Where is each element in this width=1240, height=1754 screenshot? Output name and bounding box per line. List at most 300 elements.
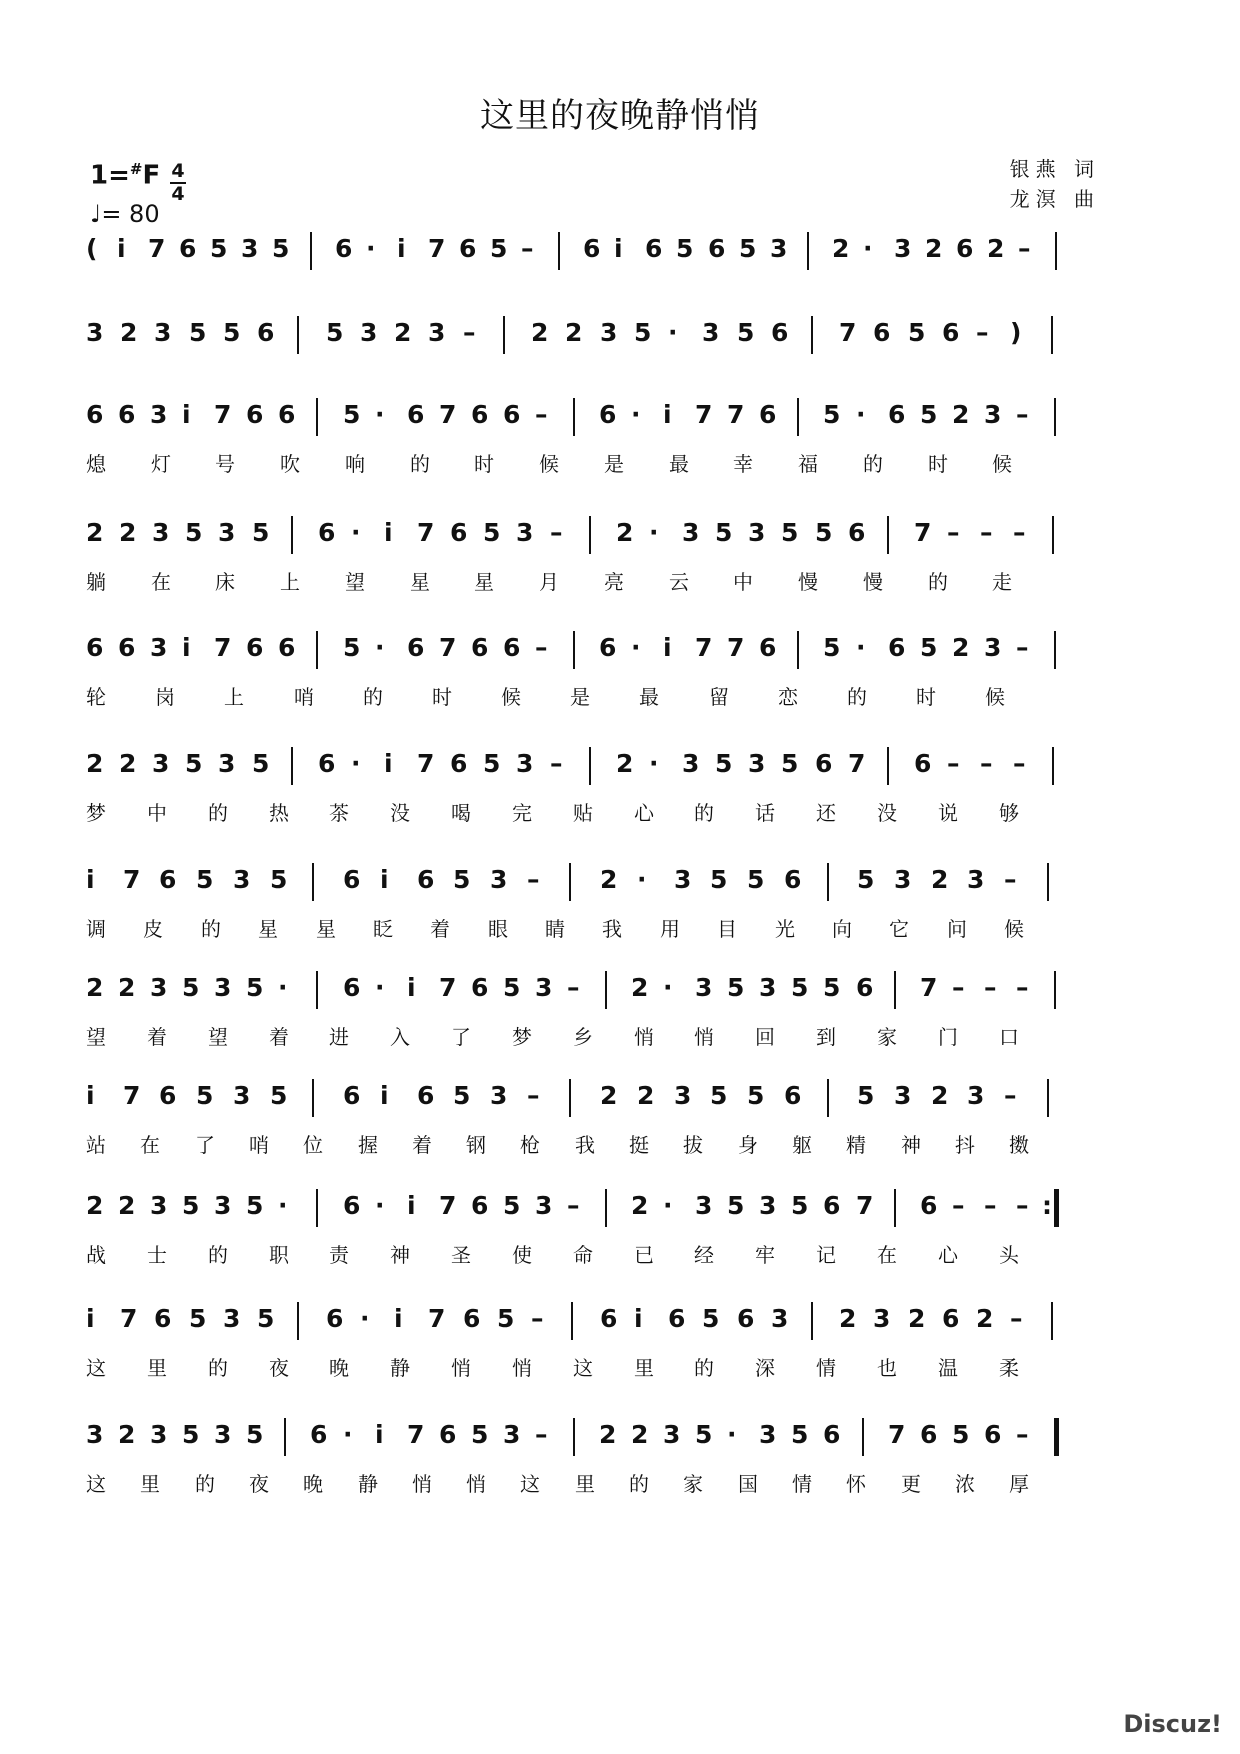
note: 5 (490, 234, 508, 263)
note: 2 (832, 234, 850, 263)
notes-line (86, 226, 1096, 276)
note: i (384, 518, 393, 547)
bar-line (569, 863, 571, 901)
note: 5 (246, 1191, 264, 1220)
note: · (375, 973, 385, 1002)
bar-line (797, 631, 799, 669)
bar-line (284, 1418, 286, 1456)
note: 3 (86, 318, 104, 347)
note: – (535, 400, 548, 429)
note: 6 (343, 973, 361, 1002)
note: – (1016, 1191, 1029, 1220)
score-row (86, 625, 1096, 709)
composer-credit: 龙溟 曲 (1009, 187, 1100, 211)
lyric-char: 望 (345, 570, 365, 594)
bar-line (310, 232, 312, 270)
bar-line (1054, 631, 1056, 669)
note: 2 (616, 518, 634, 547)
bar-line (894, 971, 896, 1009)
lyric-char: 的 (863, 452, 883, 476)
note: 6 (335, 234, 353, 263)
lyric-char: 云 (669, 570, 689, 594)
note: · (856, 633, 866, 662)
bar-line (605, 1189, 607, 1227)
note: 2 (394, 318, 412, 347)
lyric-char: 家 (683, 1472, 703, 1496)
note: 6 (463, 1304, 481, 1333)
note: 5 (189, 318, 207, 347)
lyric-char: 哨 (294, 685, 314, 709)
note: 5 (270, 1081, 288, 1110)
note: 7 (214, 633, 232, 662)
note: 6 (645, 234, 663, 263)
lyric-char: 幸 (733, 452, 753, 476)
note: 6 (503, 400, 521, 429)
lyric-char: 时 (432, 685, 452, 709)
lyric-char: 的 (410, 452, 430, 476)
lyric-char: 目 (717, 917, 737, 941)
note: – (1013, 749, 1026, 778)
note: · (351, 749, 361, 778)
lyric-char: 皮 (143, 917, 163, 941)
note: – (947, 749, 960, 778)
note: 6 (503, 633, 521, 662)
bar-line (605, 971, 607, 1009)
note: 5 (857, 1081, 875, 1110)
lyric-char: 没 (877, 801, 897, 825)
lyric-char: 握 (358, 1133, 378, 1157)
note: 5 (223, 318, 241, 347)
note: 2 (118, 1191, 136, 1220)
note: 5 (908, 318, 926, 347)
note: 7 (407, 1420, 425, 1449)
bar-line (1054, 398, 1056, 436)
note: 3 (984, 400, 1002, 429)
note: 3 (214, 1191, 232, 1220)
note: 3 (360, 318, 378, 347)
note: 5 (781, 518, 799, 547)
note: · (727, 1420, 737, 1449)
lyric-char: 月 (539, 570, 559, 594)
lyric-char: 职 (269, 1243, 289, 1267)
notes-line (86, 310, 1096, 360)
lyric-char: 躺 (86, 570, 106, 594)
note: 6 (942, 318, 960, 347)
lyric-char: 上 (224, 685, 244, 709)
note: 7 (839, 318, 857, 347)
notes-line (86, 741, 1096, 791)
notes-line (86, 857, 1096, 907)
note: 5 (676, 234, 694, 263)
lyric-char: 着 (430, 917, 450, 941)
lyric-char: 候 (985, 685, 1005, 709)
note: 5 (715, 749, 733, 778)
note: 5 (189, 1304, 207, 1333)
lyric-char: 响 (345, 452, 365, 476)
note: – (1016, 973, 1029, 1002)
note: 6 (343, 865, 361, 894)
note: 6 (942, 1304, 960, 1333)
lyric-char: 国 (738, 1472, 758, 1496)
note: 5 (196, 865, 214, 894)
note: 3 (674, 865, 692, 894)
lyric-char: 浓 (955, 1472, 975, 1496)
note: 6 (154, 1304, 172, 1333)
note: 3 (663, 1420, 681, 1449)
note: 6 (599, 400, 617, 429)
note: – (550, 518, 563, 547)
lyric-char: 也 (877, 1356, 897, 1380)
note: 6 (873, 318, 891, 347)
notes-line (86, 510, 1096, 560)
note: 5 (453, 1081, 471, 1110)
bar-line (503, 316, 505, 354)
credits (1010, 154, 1100, 214)
lyric-char: 钢 (466, 1133, 486, 1157)
note: 6 (920, 1420, 938, 1449)
bar-line (1054, 1418, 1059, 1456)
note: 5 (182, 1420, 200, 1449)
lyric-char: 我 (575, 1133, 595, 1157)
bar-line (887, 747, 889, 785)
note: – (980, 518, 993, 547)
lyric-char: 温 (938, 1356, 958, 1380)
note: · (856, 400, 866, 429)
score-row (86, 310, 1096, 394)
lyric-char: 着 (412, 1133, 432, 1157)
bar-line (797, 398, 799, 436)
note: 7 (428, 1304, 446, 1333)
lyric-char: 悄 (412, 1472, 432, 1496)
note: 3 (214, 973, 232, 1002)
lyric-char: 星 (316, 917, 336, 941)
note: i (117, 234, 126, 263)
note: – (527, 1081, 540, 1110)
note: 6 (771, 318, 789, 347)
note: 3 (759, 1191, 777, 1220)
bar-line (1052, 747, 1054, 785)
lyric-char: 的 (928, 570, 948, 594)
note: – (952, 973, 965, 1002)
note: 2 (86, 518, 104, 547)
lyric-char: 星 (474, 570, 494, 594)
note: 6 (343, 1191, 361, 1220)
note: 3 (516, 749, 534, 778)
lyric-char: 厚 (1009, 1472, 1029, 1496)
note: 2 (931, 1081, 949, 1110)
lyric-char: 的 (847, 685, 867, 709)
note: 3 (428, 318, 446, 347)
note: 3 (223, 1304, 241, 1333)
note: 3 (150, 633, 168, 662)
note: 3 (150, 973, 168, 1002)
lyric-char: 入 (390, 1025, 410, 1049)
lyric-char: 的 (629, 1472, 649, 1496)
lyric-char: 热 (269, 801, 289, 825)
note: 5 (246, 973, 264, 1002)
note: 3 (152, 749, 170, 778)
lyric-char: 进 (329, 1025, 349, 1049)
note: 5 (920, 400, 938, 429)
note: 2 (600, 865, 618, 894)
lyric-char: 躯 (792, 1133, 812, 1157)
note: i (86, 1081, 95, 1110)
lyric-char: 梦 (86, 801, 106, 825)
note: 6 (310, 1420, 328, 1449)
lyric-char: 候 (992, 452, 1012, 476)
note: 5 (483, 518, 501, 547)
note: 5 (246, 1420, 264, 1449)
note: 3 (86, 1420, 104, 1449)
lyric-char: 这 (520, 1472, 540, 1496)
lyric-char: 更 (901, 1472, 921, 1496)
note: 5 (182, 973, 200, 1002)
lyric-char: 最 (669, 452, 689, 476)
note: – (976, 318, 989, 347)
lyric-char: 话 (755, 801, 775, 825)
note: · (278, 973, 288, 1002)
bar-line (297, 316, 299, 354)
note: – (952, 1191, 965, 1220)
lyric-char: 到 (816, 1025, 836, 1049)
lyric-char: 这 (573, 1356, 593, 1380)
note: 6 (407, 400, 425, 429)
note: – (1018, 234, 1031, 263)
note: i (182, 633, 191, 662)
note: 5 (823, 973, 841, 1002)
note: 3 (150, 400, 168, 429)
lyric-char: 说 (938, 801, 958, 825)
note: 6 (956, 234, 974, 263)
note: 5 (270, 865, 288, 894)
note: 5 (272, 234, 290, 263)
lyric-char: 里 (634, 1356, 654, 1380)
lyric-char: 深 (755, 1356, 775, 1380)
note: 2 (86, 1191, 104, 1220)
note: 6 (179, 234, 197, 263)
lyric-char: 时 (928, 452, 948, 476)
note: 6 (326, 1304, 344, 1333)
note: 6 (439, 1420, 457, 1449)
note: 5 (823, 633, 841, 662)
lyric-char: 轮 (86, 685, 106, 709)
note: 7 (914, 518, 932, 547)
note: 5 (952, 1420, 970, 1449)
note: 5 (737, 318, 755, 347)
note: i (614, 234, 623, 263)
lyric-char: 时 (916, 685, 936, 709)
lyric-char: 心 (938, 1243, 958, 1267)
bar-line (811, 1302, 813, 1340)
note: 6 (668, 1304, 686, 1333)
note: 7 (439, 633, 457, 662)
lyric-char: 头 (999, 1243, 1019, 1267)
note: 3 (894, 865, 912, 894)
note: 3 (241, 234, 259, 263)
note: 5 (727, 1191, 745, 1220)
lyric-char: 中 (147, 801, 167, 825)
note: – (535, 1420, 548, 1449)
note: 3 (748, 518, 766, 547)
note: · (631, 633, 641, 662)
note: 5 (343, 400, 361, 429)
lyric-char: 留 (709, 685, 729, 709)
lyric-char: 的 (195, 1472, 215, 1496)
note: 6 (118, 400, 136, 429)
score-row (86, 392, 1096, 476)
bar-line (589, 516, 591, 554)
note: i (663, 633, 672, 662)
lyric-char: 的 (694, 801, 714, 825)
note: 6 (823, 1420, 841, 1449)
time-signature (170, 162, 186, 204)
lyric-char: 经 (694, 1243, 714, 1267)
lyric-char: 慢 (863, 570, 883, 594)
note: 5 (710, 1081, 728, 1110)
note: 3 (152, 518, 170, 547)
note: 2 (631, 1191, 649, 1220)
note: 5 (196, 1081, 214, 1110)
lyric-char: 岗 (155, 685, 175, 709)
note: i (407, 973, 416, 1002)
note: 5 (781, 749, 799, 778)
note: – (1016, 633, 1029, 662)
lyric-char: 夜 (269, 1356, 289, 1380)
lyric-char: 眨 (373, 917, 393, 941)
bar-line (573, 1418, 575, 1456)
note: 3 (695, 973, 713, 1002)
lyric-char: 乡 (573, 1025, 593, 1049)
note: 7 (727, 633, 745, 662)
bar-line (316, 631, 318, 669)
note: 6 (246, 400, 264, 429)
lyric-char: 光 (775, 917, 795, 941)
note: – (984, 1191, 997, 1220)
lyric-char: 最 (639, 685, 659, 709)
note: 3 (702, 318, 720, 347)
note: 7 (856, 1191, 874, 1220)
lyric-char: 的 (208, 1243, 228, 1267)
note: 7 (848, 749, 866, 778)
note: 5 (747, 865, 765, 894)
note: · (375, 633, 385, 662)
tempo-marking: ♩= 80 (90, 200, 160, 228)
lyric-char: 士 (147, 1243, 167, 1267)
lyric-char: 身 (738, 1133, 758, 1157)
lyric-char: 灯 (151, 452, 171, 476)
note: 5 (343, 633, 361, 662)
note: · (649, 518, 659, 547)
lyric-char: 问 (947, 917, 967, 941)
bar-line (1054, 1189, 1059, 1227)
note: i (394, 1304, 403, 1333)
note: 3 (218, 749, 236, 778)
bar-line (589, 747, 591, 785)
notes-line (86, 1412, 1096, 1462)
lyric-char: 床 (215, 570, 235, 594)
lyric-char: 家 (877, 1025, 897, 1049)
score-row (86, 510, 1096, 594)
note: · (663, 973, 673, 1002)
lyric-char: 走 (992, 570, 1012, 594)
note: – (550, 749, 563, 778)
lyric-char: 已 (634, 1243, 654, 1267)
lyric-char: 门 (938, 1025, 958, 1049)
lyric-char: 福 (798, 452, 818, 476)
note: 3 (771, 1304, 789, 1333)
note: i (86, 865, 95, 894)
note: 6 (417, 865, 435, 894)
lyric-char: 是 (570, 685, 590, 709)
note: 5 (747, 1081, 765, 1110)
lyric-char: 调 (86, 917, 106, 941)
notes-line (86, 965, 1096, 1015)
note: 6 (759, 633, 777, 662)
note: i (380, 865, 389, 894)
lyric-char: 晚 (303, 1472, 323, 1496)
note: i (407, 1191, 416, 1220)
note: · (360, 1304, 370, 1333)
bar-line (573, 631, 575, 669)
lyric-char: 号 (215, 452, 235, 476)
note: · (278, 1191, 288, 1220)
note: – (535, 633, 548, 662)
note: 7 (120, 1304, 138, 1333)
lyric-char: 悄 (694, 1025, 714, 1049)
lyric-char: 是 (604, 452, 624, 476)
lyric-char: 喝 (451, 801, 471, 825)
note: 3 (674, 1081, 692, 1110)
lyric-char: 站 (86, 1133, 106, 1157)
note: ) (1010, 318, 1022, 347)
note: 5 (503, 973, 521, 1002)
note: 2 (118, 973, 136, 1002)
note: 7 (439, 1191, 457, 1220)
bar-line (573, 398, 575, 436)
lyric-char: 亮 (604, 570, 624, 594)
lyric-char: 了 (195, 1133, 215, 1157)
note: i (384, 749, 393, 778)
note: 3 (150, 1191, 168, 1220)
score-row (86, 965, 1096, 1049)
note: 3 (967, 1081, 985, 1110)
note: 5 (497, 1304, 515, 1333)
note: · (631, 400, 641, 429)
lyric-char: 使 (512, 1243, 532, 1267)
bar-line (291, 747, 293, 785)
note: 3 (894, 1081, 912, 1110)
lyric-char: 圣 (451, 1243, 471, 1267)
note: 6 (823, 1191, 841, 1220)
note: ( (86, 234, 98, 263)
score-row (86, 1412, 1096, 1496)
note: · (343, 1420, 353, 1449)
score-row (86, 1073, 1096, 1157)
bar-line (571, 1302, 573, 1340)
lyric-char: 慢 (798, 570, 818, 594)
note: 6 (159, 865, 177, 894)
note: 2 (86, 749, 104, 778)
note: 5 (791, 1420, 809, 1449)
lyric-char: 星 (410, 570, 430, 594)
note: 7 (439, 973, 457, 1002)
lyric-char: 回 (755, 1025, 775, 1049)
lyric-char: 牢 (755, 1243, 775, 1267)
repeat-sign: : (1042, 1191, 1052, 1220)
note: 3 (218, 518, 236, 547)
note: 2 (931, 865, 949, 894)
note: – (567, 1191, 580, 1220)
